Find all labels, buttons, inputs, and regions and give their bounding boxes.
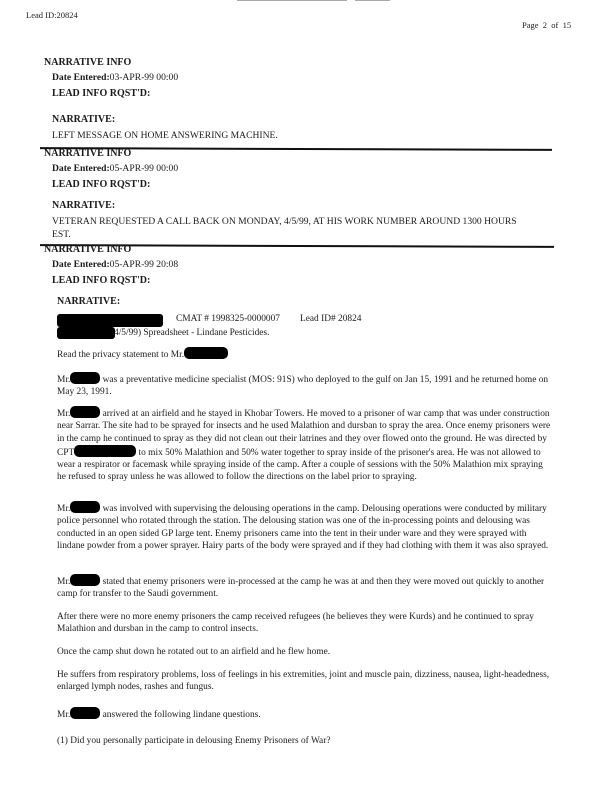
lead-reference: Lead ID# 20824 — [300, 314, 362, 324]
paragraph: arrived at an airfield and he stayed in Khobar Towers. He moved to a prisoner of war camp that was under construction near Sarrar. The site had to be sprayed for insects and he used Malathion and dursban to spray the area. Once enemy prisoners were in the camp he continued to spray as they did not clean out their latrines and they over flowed onto the ground. He was directed by CPT — [57, 409, 551, 458]
paragraph: was involved with supervising the delousing operations in the camp. Delousing operations were conducted by military police personnel who rotated through the station. The delousing station was one of the in-processing points and delousing was conducted in an open sided GP large tent. Enemy prisoners came into the tent in their under ware and they were sprayed with lindane powder from a power sprayer. Hairy parts of the body were sprayed and if they had clothing with them it was also sprayed. — [57, 504, 549, 551]
date-entered: Date Entered:03-APR-99 00:00 — [52, 72, 179, 83]
scan-artifact — [237, 0, 347, 1]
redaction — [70, 707, 100, 719]
lead-info-label: LEAD INFO RQST'D: — [52, 179, 151, 190]
narrative-text: VETERAN REQUESTED A CALL BACK ON MONDAY, 4/5/99, AT HIS WORK NUMBER AROUND 1300 HOURS EST. — [52, 216, 517, 240]
spreadsheet-ref: 4/5/99) Spreadsheet - Lindane Pesticides. — [114, 328, 270, 338]
section-heading: NARRATIVE INFO — [44, 57, 132, 68]
redaction — [70, 501, 100, 513]
question: (1) Did you personally participate in delousing Enemy Prisoners of War? — [57, 736, 331, 746]
document-page: Lead ID:20824 Page 2 of 15 NARRATIVE INFO Date Entered:03-APR-99 00:00 LEAD INFO RQST'D: NARRATIVE: LEFT MESSAGE ON HOME ANSWERING MACHINE. NARRATIVE INFO Date Entered:05-APR-99 00:00 LEAD INFO RQST'D: NARRATIVE: VETERAN REQUESTED A CALL BACK ON MONDAY, 4/5/99, AT HIS WORK NUMBER AROUND 1300 HOURS EST. NARRATIVE INFO Date Entered:05-APR-99 20:08 LEAD INFO RQST'D: NARRATIVE: CMAT # 1998325-0000007 Lead ID# 20824 4/5/99) Spreadsheet - Lindane Pesticides. Read the privacy statement to Mr. Mr. was a preventative medicine specialist (MOS: 91S) who deployed to the gulf on Jan 15, 1991 and he returned home on May 23, 1991. Mr. arrived at an airfield and he stayed in Khobar Towers. He moved to a prisoner of war camp that was under construction near Sarrar. The site had to be sprayed for insects and he used Malathion and dursban to spray the area. Once enemy prisoners were in the camp he continued to spray as they did not clean out their latrines and they over flowed onto the ground. He was directed by CPT to mix 50% Malathion and 50% water together to spray inside of the prisoner's area. He was not allowed to wear a respirator or facemask while spraying inside of the camp. After a couple of sessions with the 50% Malathion mix spraying he refused to spray unless he was allowed to follow the directions on the label prior to spraying. Mr. was involved with supervising the delousing operations in the camp. Delousing operations were conducted by military police personnel who rotated through the station. The delousing station was one of the in-processing points and delousing was conducted in an open sided GP large tent. Enemy prisoners came into the tent in their under ware and they were sprayed with lindane powder from a power sprayer. Hairy parts of the body were sprayed and if they had clothing with them it was also sprayed. Mr. stated that enemy prisoners were in-processed at the camp he was at and then they were moved out quickly to another camp for transfer to the Saudi government. After there were no more enemy prisoners the camp received refugees (he believes they were Kurds) and he continued to spray Malathion and dursban in the camp to control insects. Once the camp shut down he rotated out to an airfield and he flew home. He suffers from respiratory problems, loss of feelings in his extremities, joint and muscle pain, dizziness, nausea, light-headedness, enlarged lymph nodes, rashes and fungus. Mr. answered the following lindane questions. (1) Did you personally participate in delousing Enemy Prisoners of War? — [0, 0, 612, 792]
date-entered: Date Entered:05-APR-99 00:00 — [52, 163, 179, 174]
redaction — [70, 574, 100, 586]
paragraph: was a preventative medicine specialist (MOS: 91S) who deployed to the gulf on Jan 15, 1991 and he returned home on May 23, 1991. — [57, 375, 549, 398]
lead-id: Lead ID:20824 — [26, 10, 78, 20]
page-number: Page 2 of 15 — [522, 20, 572, 30]
paragraph: Once the camp shut down he rotated out to an airfield and he flew home. — [57, 647, 331, 657]
lead-info-label: LEAD INFO RQST'D: — [52, 88, 151, 99]
lead-info-label: LEAD INFO RQST'D: — [52, 275, 151, 286]
redaction — [70, 372, 100, 384]
section-heading: NARRATIVE INFO — [44, 148, 132, 159]
redaction — [57, 314, 163, 327]
paragraph: to mix 50% Malathion and 50% water together to spray inside of the prisoner's area. He was not allowed to wear a respirator or facemask while spraying inside of the camp. After a couple of sessions with the 50% Malathion mix spraying he refused to spray unless he was allowed to follow the directions on the label prior to spraying. — [57, 447, 543, 483]
scan-artifact — [355, 0, 390, 1]
narrative-label: NARRATIVE: — [52, 200, 116, 211]
redaction — [74, 445, 136, 457]
narrative-label: NARRATIVE: — [57, 296, 121, 307]
section-heading: NARRATIVE INFO — [44, 244, 132, 255]
redaction — [70, 406, 100, 418]
privacy-text: Read the privacy statement to Mr. — [57, 350, 185, 360]
narrative-label: NARRATIVE: — [52, 114, 116, 125]
narrative-text: LEFT MESSAGE ON HOME ANSWERING MACHINE. — [52, 130, 278, 141]
paragraph: answered the following lindane questions. — [102, 710, 261, 720]
cmat-number: CMAT # 1998325-0000007 — [176, 314, 280, 324]
redaction — [57, 327, 115, 339]
paragraph: He suffers from respiratory problems, loss of feelings in his extremities, joint and muscle pain, dizziness, nausea, light-headedness, enlarged lymph nodes, rashes and fungus. — [57, 670, 550, 693]
paragraph: stated that enemy prisoners were in-processed at the camp he was at and then they were moved out quickly to another camp for transfer to the Saudi government. — [57, 577, 545, 600]
redaction — [184, 347, 228, 359]
paragraph: After there were no more enemy prisoners the camp received refugees (he believes they were Kurds) and he continued to spray Malathion and dursban in the camp to control insects. — [57, 612, 534, 635]
date-entered: Date Entered:05-APR-99 20:08 — [52, 259, 179, 270]
